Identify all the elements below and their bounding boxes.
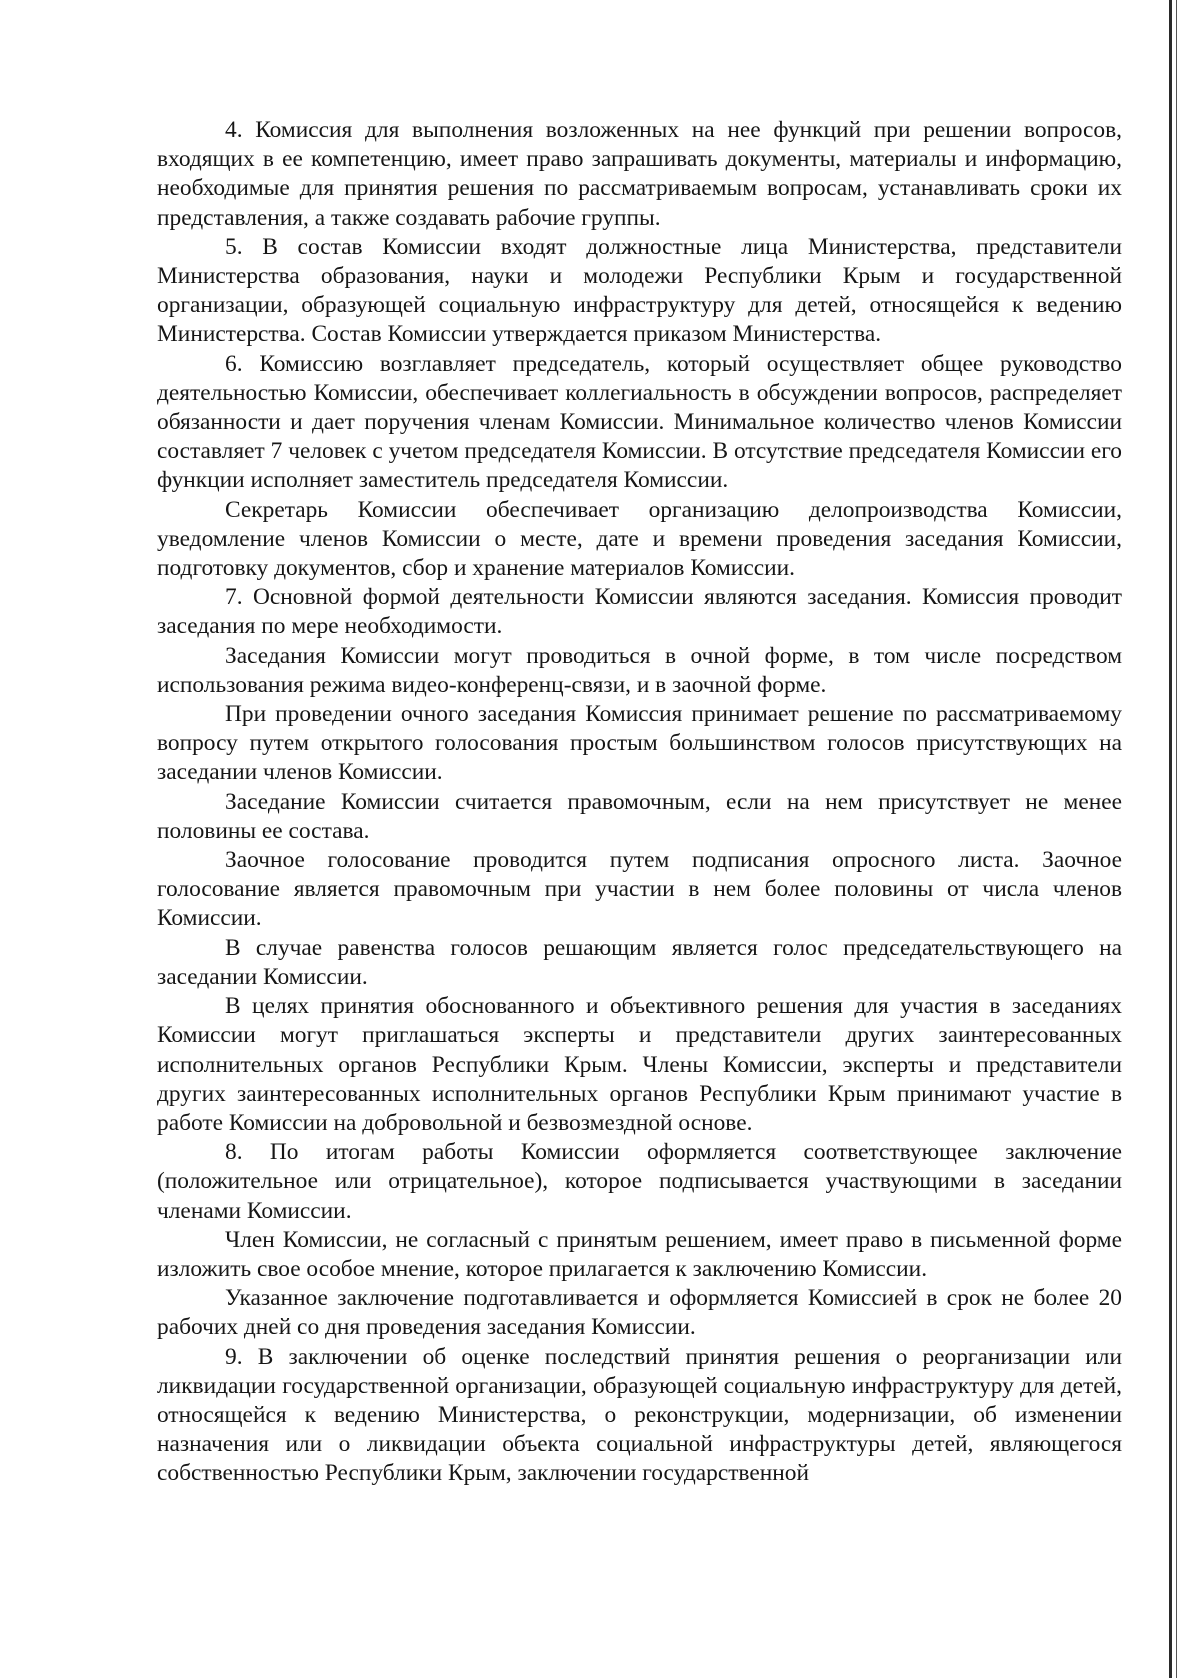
paragraph-dissent: Член Комиссии, не согласный с принятым решением, имеет право в письменной форме изложить свое особое мнение, которое прилагается к заключению Комиссии. [157, 1226, 1122, 1282]
scan-edge-line-thin [1176, 0, 1177, 1678]
paragraph-experts: В целях принятия обоснованного и объективного решения для участия в заседаниях Комиссии могут приглашаться эксперты и представители других заинтересованных исполнительных органов Республики Крым. Члены Комиссии, эксперты и представители других заинтересованных исполнительных органов Республики Крым принимают участие в работе Комиссии на добровольной и безвозмездной основе. [157, 993, 1122, 1136]
paragraph-absentee-voting: Заочное голосование проводится путем подписания опросного листа. Заочное голосование является правомочным при участии в нем более половины от числа членов Комиссии. [157, 847, 1122, 932]
paragraph-item-6: 6. Комиссию возглавляет председатель, который осуществляет общее руководство деятельностью Комиссии, обеспечивает коллегиальность в обсуждении вопросов, распределяет обязанности и дает поручения членам Комиссии. Минимальное количество членов Комиссии составляет 7 человек с учетом председателя Комиссии. В отсутствие председателя Комиссии его функции исполняет заместитель председателя Комиссии. [157, 350, 1122, 494]
paragraph-item-7: 7. Основной формой деятельности Комиссии являются заседания. Комиссия проводит заседания по мере необходимости. [157, 584, 1122, 640]
paragraph-deadline: Указанное заключение подготавливается и оформляется Комиссией в срок не более 20 рабочих дней со дня проведения заседания Комиссии. [157, 1285, 1122, 1341]
paragraph-secretary: Секретарь Комиссии обеспечивает организацию делопроизводства Комиссии, уведомление членов Комиссии о месте, дате и времени проведения заседания Комиссии, подготовку документов, сбор и хранение материалов Комиссии. [157, 496, 1122, 582]
paragraph-item-9: 9. В заключении об оценке последствий принятия решения о реорганизации или ликвидации государственной организации, образующей социальную инфраструктуру для детей, относящейся к ведению Министерства, о реконструкции, модернизации, об изменении назначения или о ликвидации объекта социальной инфраструктуры детей, являющегося собственностью Республики Крым, заключении государственной [157, 1343, 1122, 1487]
paragraph-item-5: 5. В состав Комиссии входят должностные лица Министерства, представители Министерства образования, науки и молодежи Республики Крым и государственной организации, образующей социальную инфраструктуру для детей, относящейся к ведению Министерства. Состав Комиссии утверждается приказом Министерства. [157, 233, 1122, 348]
paragraph-in-person-voting: При проведении очного заседания Комиссия принимает решение по рассматриваемому вопросу путем открытого голосования простым большинством голосов присутствующих на заседании членов Комиссии. [157, 701, 1122, 786]
scan-edge-line [1169, 0, 1172, 1678]
paragraph-tie-vote: В случае равенства голосов решающим является голос председательствующего на заседании Комиссии. [157, 934, 1122, 990]
paragraph-item-4: 4. Комиссия для выполнения возложенных на нее функций при решении вопросов, входящих в ее компетенцию, имеет право запрашивать документы, материалы и информацию, необходимые для принятия решения по рассматриваемым вопросам, устанавливать сроки их представления, а также создавать рабочие группы. [157, 117, 1122, 231]
paragraph-item-8: 8. По итогам работы Комиссии оформляется соответствующее заключение (положительное или отрицательное), которое подписывается участвующими в заседании членами Комиссии. [157, 1139, 1122, 1224]
paragraph-meeting-forms: Заседания Комиссии могут проводиться в очной форме, в том числе посредством использования режима видео-конференц-связи, и в заочной форме. [157, 642, 1122, 698]
paragraph-quorum: Заседание Комиссии считается правомочным, если на нем присутствует не менее половины ее состава. [157, 788, 1122, 844]
document-body [157, 116, 1122, 1489]
